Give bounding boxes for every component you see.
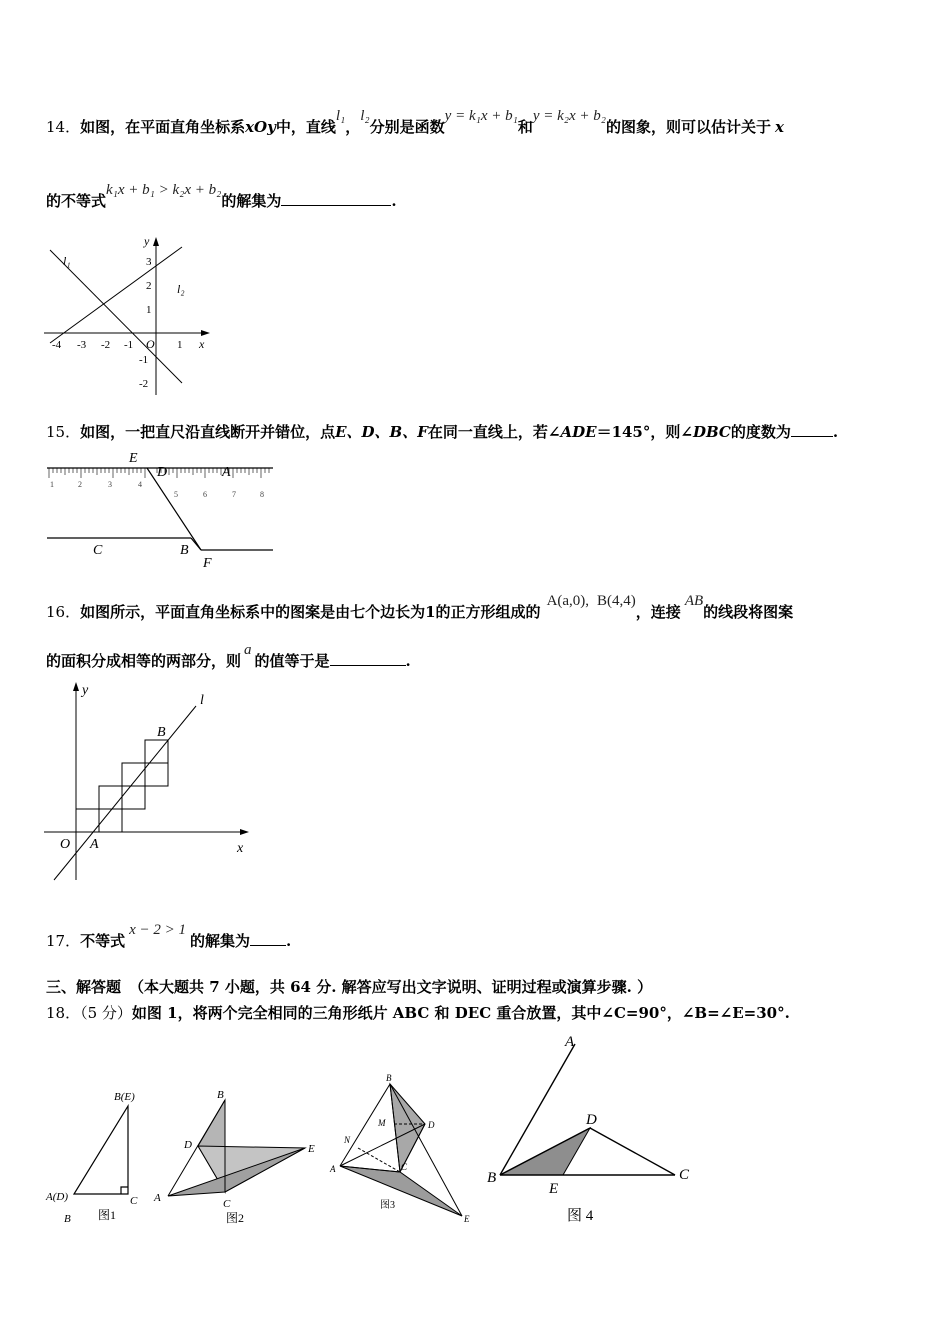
svg-text:D: D [184, 1139, 192, 1151]
q14-answer-blank[interactable] [281, 205, 391, 206]
svg-text:A: A [565, 1034, 575, 1050]
q16-number: 16． [46, 603, 81, 621]
q14-l2-label: l₂ [177, 282, 185, 296]
q17-inequality: x − 2 > 1 [129, 922, 187, 938]
q14-y-tick: -2 [139, 378, 149, 390]
q18-figure-2 [150, 1088, 325, 1228]
q14-inequality: k₁x + b₁ > k₂x + b₂ [106, 182, 222, 198]
q16-line1: 16．如图所示，平面直角坐标系中的图案是由七个边长为1的正方形组成的A(a,0), B(4,4)，连接AB的线段将图案 [46, 593, 794, 621]
q14-line1: 14．如图，在平面直角坐标系xOy中，直线l₁，l₂分别是函数y = k₁x + b₁和y = k₂x + b₂的图象，则可以估计关于 x [46, 108, 784, 136]
q15-label-E: E [129, 451, 138, 466]
svg-text:2: 2 [78, 480, 82, 489]
q16-x-label: x [237, 841, 244, 856]
svg-text:6: 6 [203, 490, 207, 499]
svg-text:B: B [487, 1170, 497, 1186]
svg-text:M: M [378, 1118, 386, 1128]
q15-label-F: F [203, 556, 212, 571]
q16-label-l: l [200, 693, 204, 708]
q16-point-A: A(a,0), [546, 593, 590, 609]
q14-x-tick: 1 [177, 339, 183, 351]
q16-answer-blank[interactable] [330, 665, 406, 666]
q14-l1-label: l₁ [63, 254, 71, 268]
svg-text:D: D [586, 1112, 597, 1128]
q16-label-B: B [157, 725, 166, 740]
svg-text:8: 8 [260, 490, 264, 499]
svg-text:1: 1 [50, 480, 54, 489]
svg-text:E: E [549, 1181, 559, 1197]
q18-caption-3: 图3 [380, 1200, 395, 1211]
q17-line: 17．不等式x − 2 > 1的解集为 . [46, 922, 292, 950]
q14-y-label: y [144, 234, 150, 248]
q14-x-tick: -4 [52, 339, 62, 351]
svg-text:E: E [308, 1143, 315, 1155]
q18-caption-1: 图1 [98, 1208, 117, 1222]
q14-x-tick: -2 [101, 339, 111, 351]
q18-line: 18．（5 分）如图 1，将两个完全相同的三角形纸片 ABC 和 DEC 重合放置，其中∠C=90°，∠B=∠E=30°. [46, 1004, 790, 1022]
svg-text:N: N [344, 1135, 351, 1145]
svg-text:D: D [428, 1120, 435, 1130]
q14-function-2: y = k₂x + b₂ [532, 108, 606, 124]
q14-line2: 的不等式k₁x + b₁ > k₂x + b₂的解集为 . [46, 182, 397, 210]
svg-text:B: B [386, 1073, 392, 1083]
q17-number: 17． [46, 932, 81, 950]
svg-text:C: C [401, 1162, 408, 1172]
q16-squares-figure [44, 680, 259, 885]
svg-text:3: 3 [108, 480, 112, 489]
svg-text:B: B [64, 1213, 71, 1225]
q18-figure-3 [330, 1070, 480, 1230]
svg-text:B: B [217, 1089, 224, 1101]
svg-text:5: 5 [174, 490, 178, 499]
q14-y-tick: 3 [146, 256, 152, 268]
q18-caption-2: 图2 [226, 1211, 245, 1225]
q16-line-l [54, 706, 196, 880]
q15-number: 15． [46, 423, 81, 441]
q16-label-A: A [90, 837, 99, 852]
q16-point-B: B(4,4) [597, 593, 636, 609]
q16-line2: 的面积分成相等的两部分，则a的值等于是 . [46, 642, 411, 670]
q14-y-tick: 1 [146, 304, 152, 316]
svg-text:C: C [130, 1195, 138, 1207]
svg-text:A(D): A(D) [46, 1191, 68, 1203]
q17-answer-blank[interactable] [250, 945, 286, 946]
q14-x-tick: -3 [77, 339, 87, 351]
q14-y-tick: 2 [146, 280, 152, 292]
q16-y-label: y [82, 683, 89, 698]
svg-text:7: 7 [232, 490, 236, 499]
q15-label-B: B [180, 543, 189, 558]
q18-figure-4 [485, 1030, 705, 1230]
svg-text:A: A [330, 1164, 336, 1174]
q15-ruler-figure [45, 448, 285, 573]
q14-origin: O [146, 337, 155, 351]
q14-y-arrow [153, 237, 159, 246]
q14-y-tick: -1 [139, 354, 149, 366]
svg-text:4: 4 [138, 480, 142, 489]
q18-number: 18． [46, 1004, 81, 1022]
svg-text:C: C [223, 1198, 231, 1210]
svg-text:E: E [464, 1214, 470, 1224]
q15-label-A: A [222, 465, 231, 480]
q14-x-arrow [201, 330, 210, 336]
q14-line-l1 [50, 250, 182, 383]
section3-heading: 三、解答题 （本大题共 7 小题，共 64 分. 解答应写出文字说明、证明过程或演算步骤. ） [46, 978, 653, 996]
q14-graph [40, 235, 220, 400]
svg-text:A: A [154, 1192, 161, 1204]
q15-label-C: C [93, 543, 103, 558]
q15-line: 15．如图，一把直尺沿直线断开并错位，点E、D、B、F在同一直线上，若∠ADE＝145°，则∠DBC的度数为 . [46, 423, 839, 441]
q18-caption-4: 图 4 [567, 1208, 594, 1224]
q14-number: 14． [46, 118, 81, 136]
q15-label-D: D [157, 465, 168, 480]
q18-figure-1 [40, 1088, 150, 1228]
q14-x-label: x [199, 337, 205, 351]
q16-origin: O [60, 837, 71, 852]
q15-answer-blank[interactable] [791, 436, 833, 437]
q14-function-1: y = k₁x + b₁ [444, 108, 518, 124]
svg-text:B(E): B(E) [114, 1091, 135, 1103]
svg-text:C: C [679, 1167, 690, 1183]
q14-x-tick: -1 [124, 339, 134, 351]
